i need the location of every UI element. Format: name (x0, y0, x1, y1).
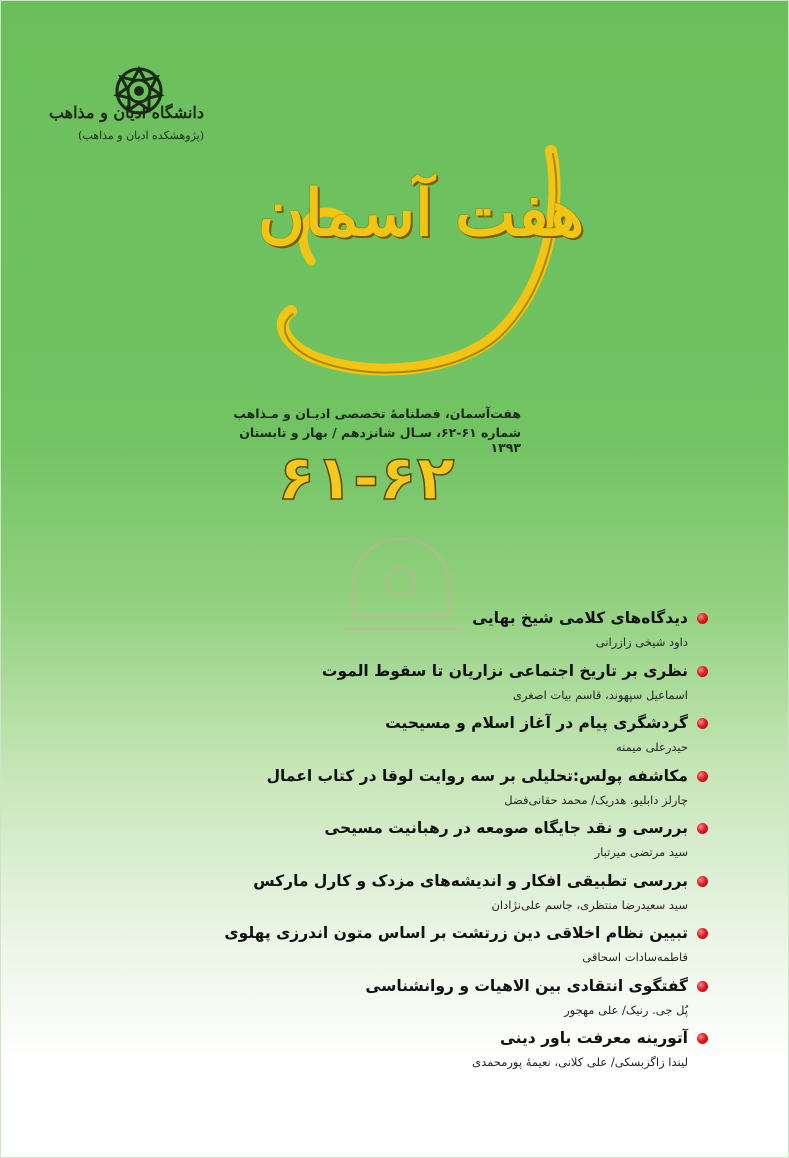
red-bullet-icon (697, 771, 708, 782)
article-title: آتورینه معرفت باور دینی (499, 1029, 688, 1047)
article-author: داود شیخی زازرانی (595, 635, 688, 649)
article-author: پُل جی. رنیک/ علی مهجور (564, 1002, 688, 1017)
article-title: گردشگری پیام در آغاز اسلام و مسیحیت (385, 714, 688, 732)
toc-item[interactable] (218, 811, 688, 864)
toc-item[interactable] (218, 1021, 688, 1074)
article-title: دیدگاه‌های کلامی شیخ بهایی (472, 609, 688, 627)
toc-item[interactable] (218, 601, 688, 654)
red-bullet-icon (697, 823, 708, 834)
publisher-subname: (پژوهشکده ادیان و مذاهب) (78, 129, 204, 142)
red-bullet-icon (697, 981, 708, 992)
article-title: بررسی تطبیقی افکار و اندیشه‌های مزدک و کارل مارکس (253, 871, 688, 890)
article-title: نظری بر تاریخ اجتماعی نزاریان تا سقوط الموت (321, 661, 688, 680)
publisher-name: دانشگاه ادیان و مذاهب (48, 103, 204, 122)
red-bullet-icon (697, 1033, 708, 1044)
red-bullet-icon (697, 928, 708, 939)
toc-item[interactable] (218, 864, 688, 917)
article-title: مکاشفه پولس:تحلیلی بر سه روایت لوقا در کتاب اعمال (266, 766, 688, 785)
article-title: تبیین نظام اخلاقی دین زرتشت بر اساس متون اندرزی پهلوی (224, 924, 688, 942)
toc-item[interactable] (218, 916, 688, 969)
article-author: چارلز دابلیو. هدریک/ محمد حقانی‌فضل (504, 792, 688, 807)
toc-item[interactable] (218, 969, 688, 1022)
article-author: لیندا زاگزبسکی/ علی کلانی، نعیمهٔ پورمحمدی (472, 1055, 688, 1069)
red-bullet-icon (697, 666, 708, 677)
article-title: گفتگوی انتقادی بین الاهیات و روانشناسی (365, 976, 688, 995)
article-author: اسماعیل سپهوند، قاسم بیات اصغری (512, 687, 688, 702)
toc-item[interactable] (218, 654, 688, 707)
article-title: بررسی و نقد جایگاه صومعه در رهبانیت مسیحی (324, 819, 688, 837)
article-author: حیدرعلی میمنه (616, 740, 688, 754)
article-author: فاطمه‌سادات اسحاقی (582, 950, 688, 964)
red-bullet-icon (697, 718, 708, 729)
article-author: سید سعیدرضا منتظری، جاسم علی‌نژادان (491, 897, 688, 912)
red-bullet-icon (697, 876, 708, 887)
issue-number: ۶۱-۶۲ (277, 441, 455, 514)
journal-title: هفت آسمان (257, 176, 585, 251)
red-bullet-icon (697, 613, 708, 624)
journal-subtitle-line1: هفت‌آسمان، فصلنامهٔ تخصصی ادیـان و مـذاهب (233, 406, 521, 421)
toc-item[interactable] (218, 759, 688, 812)
journal-subtitle-line2: شماره ۶۱-۶۲، سـال شانزدهم / بهار و تابستان ۱۳۹۳ (239, 425, 521, 455)
article-author: سید مرتضی میرتبار (594, 845, 688, 859)
toc-item[interactable] (218, 706, 688, 759)
table-of-contents (218, 601, 688, 1074)
